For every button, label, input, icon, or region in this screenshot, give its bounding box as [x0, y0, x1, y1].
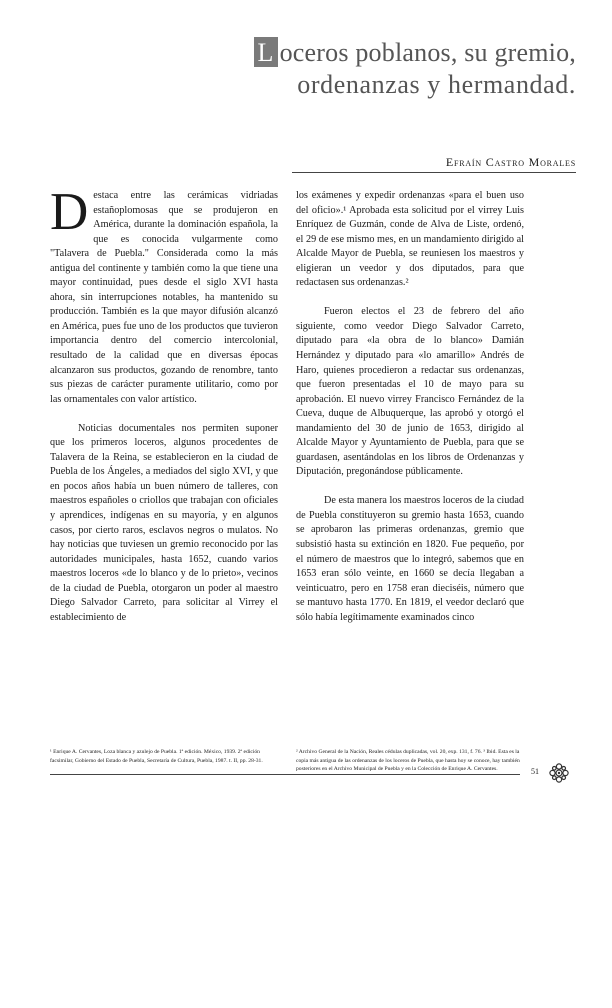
paragraph: Noticias documentales nos permiten suponer que los primeros loceros, algunos procedentes de Talavera de la Reina, se establecieron en la ciudad de Puebla de los Ángeles, a mediados del siglo XVI, y que en pocos años había un buen número de talleres, con maestros españoles o criollos que trabajan con oficiales y aprendices, indígenas en su mayoría, y en algunos casos, por cierto raros, esclavos negros o mulatos. No hay noticias que tuviesen un gremio reconocido por las autoridades municipales, hasta 1652, cuando varios maestros loceros «de lo blanco y de lo prieto», vecinos de la ciudad de Puebla, otorgaron un poder al maestro Diego Salvador Carreto, para solicitar al Virrey el establecimiento de [50, 422, 278, 623]
title-line-2: ordenanzas y hermandad. [297, 70, 576, 99]
footer-divider [50, 774, 520, 775]
footnote-left: ¹ Enrique A. Cervantes, Loza blanca y azulejo de Puebla. 1ª edición. México, 1939. 2ª edición facsimilar, Gobierno del Estado de Puebla, Secretaría de Cultura, Puebla, 1987. t. II, pp. 28-31. [50, 749, 263, 764]
article-title [254, 37, 576, 101]
right-column [296, 189, 524, 640]
title-initial-box: L [254, 37, 278, 67]
paragraph: los exámenes y expedir ordenanzas «para el buen uso del oficio».¹ Aprobada esta solicitud por el virrey Luis Enríquez de Guzmán, conde de Alva de Liste, ordenó, el 29 de ese mismo mes, en un mandamiento dirigido al Alcalde Mayor de Puebla, se reuniesen los maestros y eligieran un veedor y dos diputados, para que redactasen sus ordenanzas.² [296, 190, 524, 289]
footnote-right: ² Archivo General de la Nación, Reales cédulas duplicadas, vol. 20, exp. 131, f. 76. ³ Ibid. Esta es la copia más antigua de las ordenanzas de los loceros de Puebla, que hasta hoy se conoce, hay también posteriores en el Archivo Municipal de Puebla y en la Colección de Enrique A. Cervantes. [296, 749, 520, 773]
left-column [50, 183, 278, 640]
paragraph: De esta manera los maestros loceros de la ciudad de Puebla constituyeron su gremio hasta 1653, cuando se aprobaron las primeras ordenanzas, gremio que subsistió hasta su extinción en 1820. Fue pequeño, por el número de maestros que lo integró, sabemos que en 1653 eran sólo veinte, en 1660 se decía llegaban a veinticuatro, pero en 1758 eran dieciséis, número que se mantuvo hasta 1770. En 1819, el veedor declaró que sólo había legítimamente examinados cinco [296, 495, 524, 623]
paragraph [50, 183, 278, 407]
paragraph: Fueron electos el 23 de febrero del año siguiente, como veedor Diego Salvador Carreto, diputado para «la obra de lo blanco» Damián Hernández y diputado para «lo amarillo» Andrés de Haro, quienes procedieron a redactar sus ordenanzas, que fueron presentadas el 10 de mayo para su aprobación. El nuevo virrey Francisco Fernández de la Cueva, duque de Albuquerque, las aprobó y otorgó el mandamiento del 30 de junio de 1653, dirigido al Alcalde Mayor y Ayuntamiento de Puebla, para que se guardasen, asentándolas en los libros de Ordenanzas y Diputación, pregonándose públicamente. [296, 306, 524, 478]
paragraph-text: estaca entre las cerámicas vidriadas estañoplomosas que se produjeron en América, durante la dominación española, la que es conocida vulgarmente como "Talavera de Puebla." Considerada como la más antigua del continente y también como la que tiene una mayor continuidad, pues desde el siglo XVI hasta ahora, sin interrupciones notables, ha mantenido su producción. También es la que mayor difusión alcanzó en América, pues fue uno de los productos que tuvieron importancia dentro del comercio intercolonial, resultado de la calidad que en diversas épocas alcanzaron sus productos, gozando de renombre, tanto sus piezas de carácter puramente utilitario, como por las ornamentales con valor artístico. [50, 190, 278, 405]
fleuron-ornament-icon [548, 762, 570, 784]
author-text: Efraín Castro Morales [445, 155, 576, 169]
author-divider [292, 172, 576, 173]
author-name [446, 155, 576, 170]
title-line-1-text: oceros poblanos, su gremio, [279, 38, 576, 67]
drop-cap: D [50, 183, 89, 241]
page-number: 51 [531, 767, 539, 776]
title-line-1 [254, 37, 576, 69]
